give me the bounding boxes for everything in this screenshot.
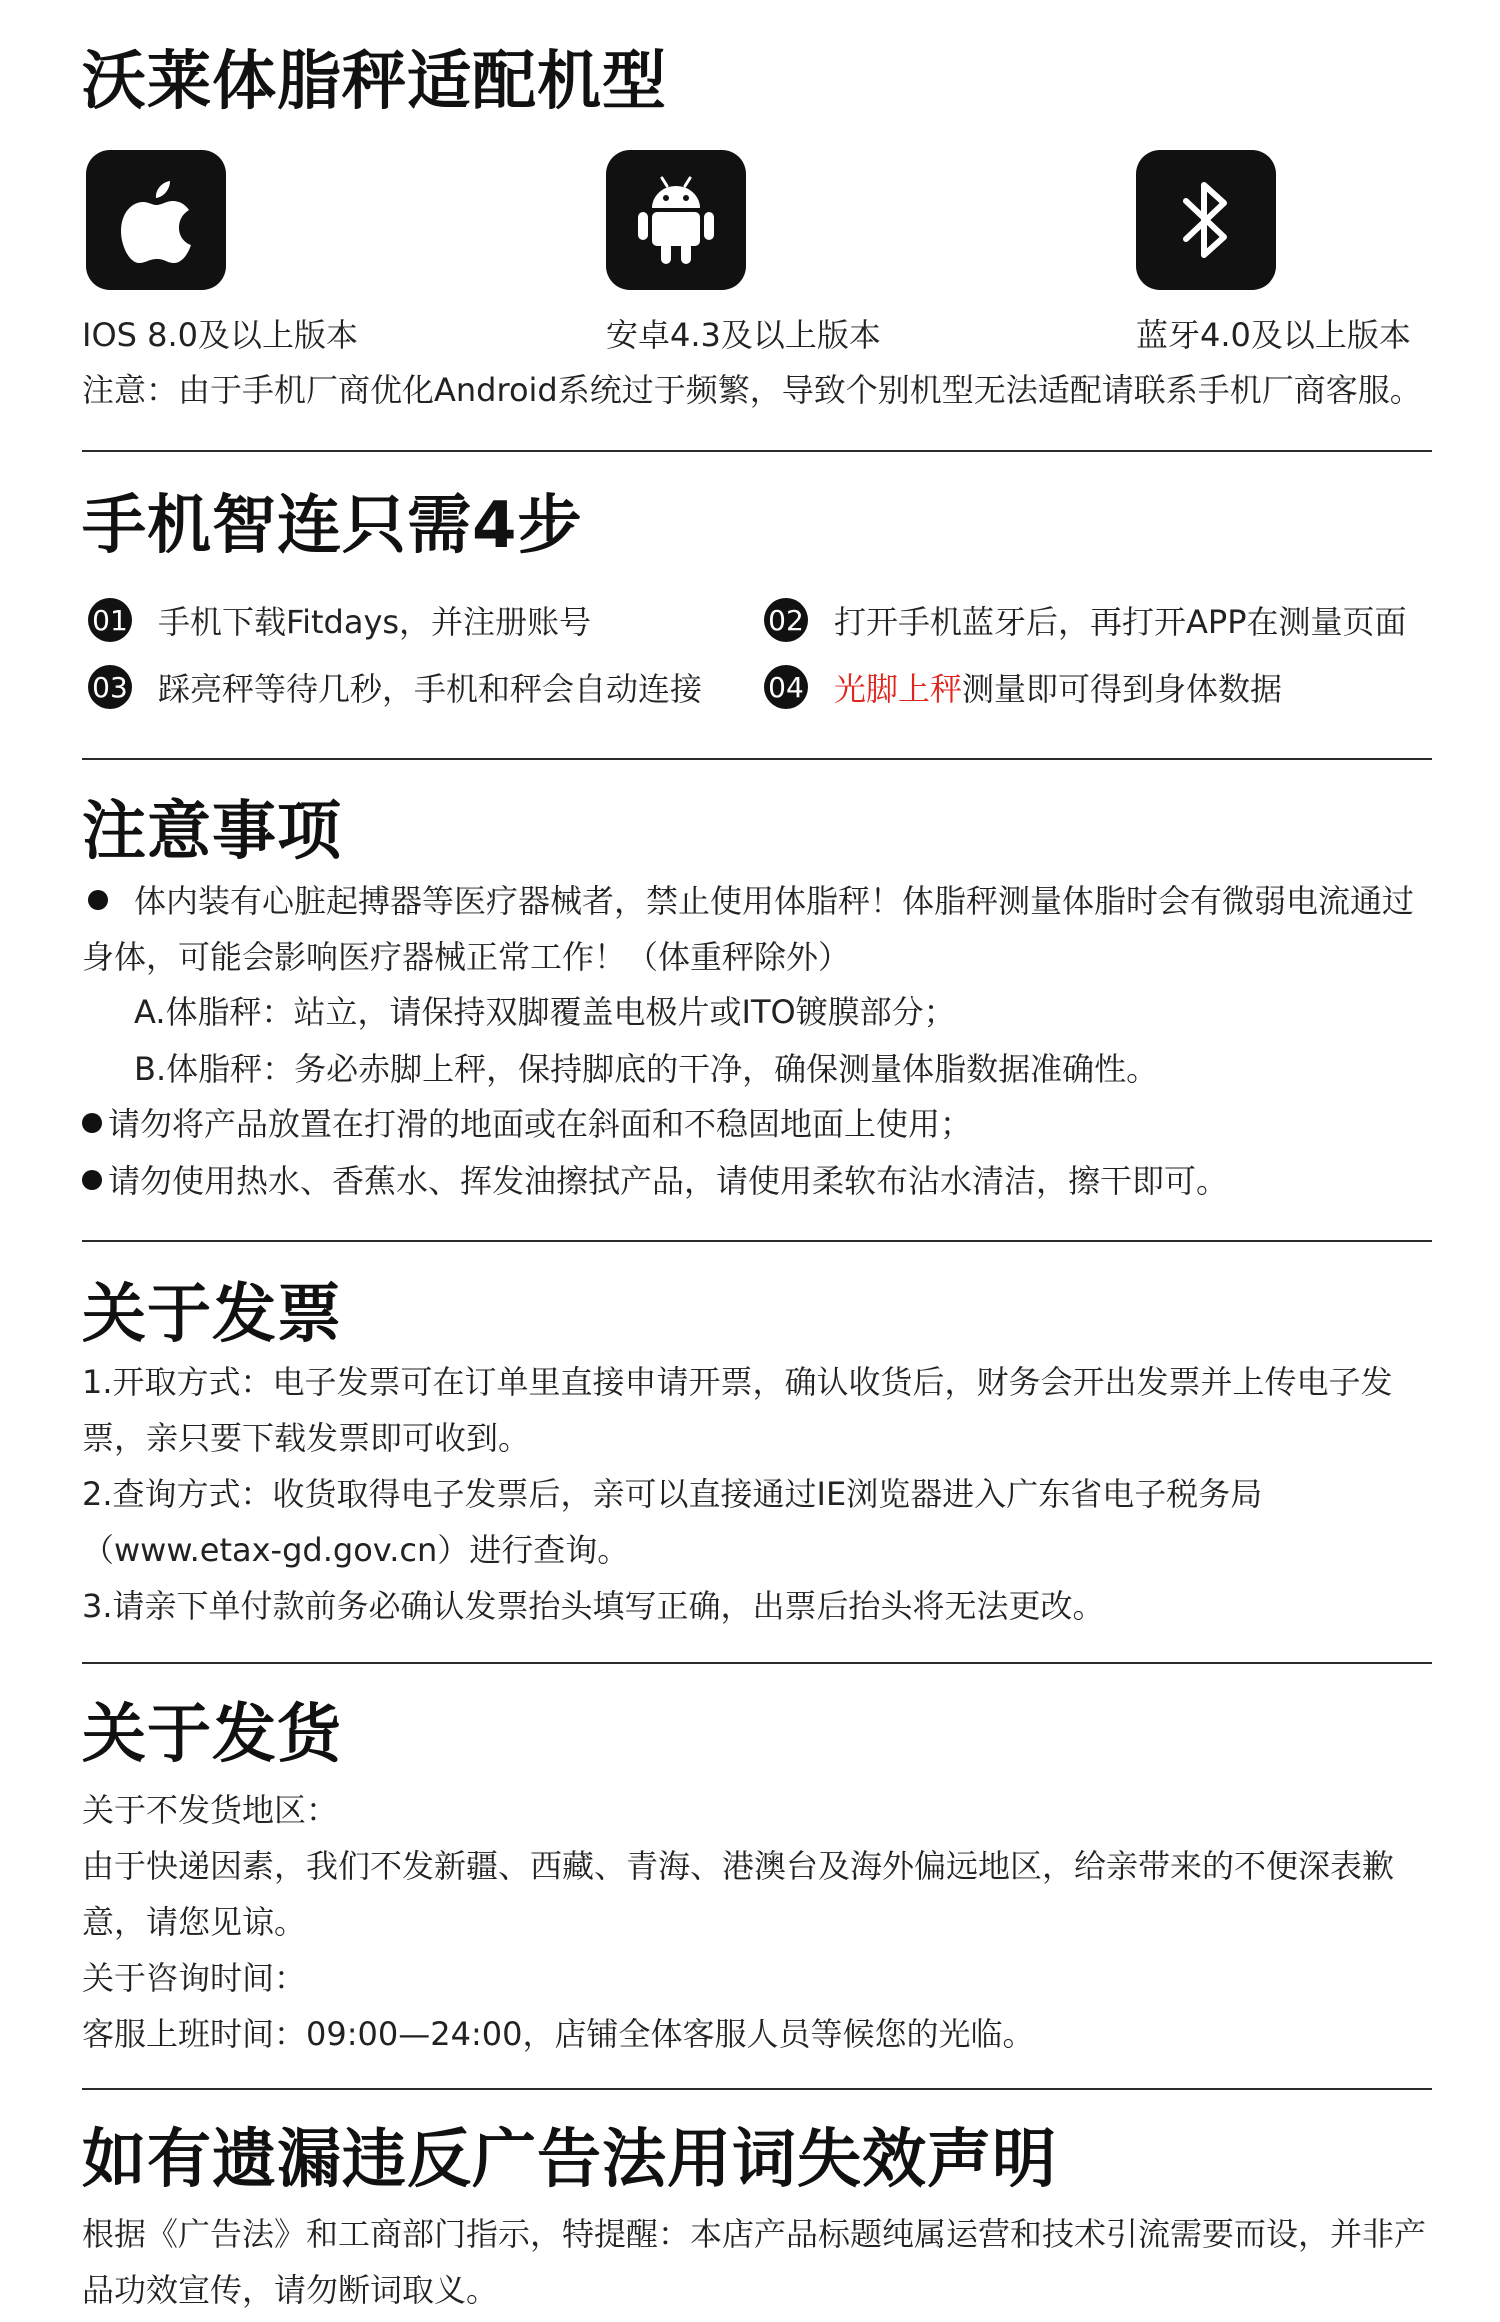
notice-bullet-1 <box>82 873 1442 985</box>
divider <box>82 450 1432 452</box>
divider <box>82 2088 1432 2090</box>
invoice-line-3: 3.请亲下单付款前务必确认发票抬头填写正确，出票后抬头将无法更改。 <box>82 1587 1105 1625</box>
android-icon-tile <box>606 150 746 290</box>
steps-title: 手机智连只需4步 <box>82 489 583 563</box>
notice-bullet-3-text: 请勿使用热水、香蕉水、挥发油擦拭产品，请使用柔软布沾水清洁，擦干即可。 <box>108 1162 1229 1200</box>
step-text: 打开手机蓝牙后，再打开APP在测量页面 <box>834 603 1407 641</box>
invoice-title: 关于发票 <box>82 1278 342 1352</box>
notice-sub-b: B.体脂秤：务必赤脚上秤，保持脚底的干净，确保测量体脂数据准确性。 <box>134 1050 1159 1088</box>
compat-note: 注意：由于手机厂商优化Android系统过于频繁，导致个别机型无法适配请联系手机厂商客服。 <box>82 371 1422 409</box>
shipping-time-text: 客服上班时间：09:00—24:00，店铺全体客服人员等候您的光临。 <box>82 2015 1035 2053</box>
step-highlight-text: 光脚上秤 <box>834 670 963 708</box>
shipping-area-text: 由于快递因素，我们不发新疆、西藏、青海、港澳台及海外偏远地区，给亲带来的不便深表歉意，请您见谅。 <box>82 1847 1395 1941</box>
bullet-dot <box>88 890 108 910</box>
bluetooth-icon <box>1176 175 1236 265</box>
shipping-title: 关于发货 <box>82 1698 342 1772</box>
bullet-dot <box>82 1170 102 1190</box>
disclaimer-text: 根据《广告法》和工商部门指示，特提醒：本店产品标题纯属运营和技术引流需要而设，并非产品功效宣传，请勿断词取义。 <box>82 2215 1427 2309</box>
step-number-badge: 04 <box>764 665 808 709</box>
invoice-line-1: 1.开取方式：电子发票可在订单里直接申请开票，确认收货后，财务会开出发票并上传电子发票，亲只要下载发票即可收到。 <box>82 1363 1393 1457</box>
step-item <box>764 597 1407 643</box>
invoice-line-2: 2.查询方式：收货取得电子发票后，亲可以直接通过IE浏览器进入广东省电子税务局（www.etax-gd.gov.cn）进行查询。 <box>82 1475 1263 1569</box>
step-text: 测量即可得到身体数据 <box>962 670 1283 708</box>
step-item <box>88 597 591 643</box>
step-text: 手机下载Fitdays，并注册账号 <box>158 603 592 641</box>
notice-title: 注意事项 <box>82 795 342 869</box>
step-item <box>764 664 1282 710</box>
step-number-badge: 03 <box>88 665 132 709</box>
bluetooth-icon-tile <box>1136 150 1276 290</box>
notice-sub-a: A.体脂秤：站立，请保持双脚覆盖电极片或ITO镀膜部分； <box>134 993 956 1031</box>
notice-bullet-2-text: 请勿将产品放置在打滑的地面或在斜面和不稳固地面上使用； <box>108 1105 973 1143</box>
disclaimer-title: 如有遗漏违反广告法用词失效声明 <box>82 2123 1057 2197</box>
android-icon <box>634 172 718 268</box>
shipping-time-label: 关于咨询时间： <box>82 1959 307 1997</box>
compat-title: 沃莱体脂秤适配机型 <box>82 45 667 119</box>
shipping-area-label: 关于不发货地区： <box>82 1791 339 1829</box>
step-number-badge: 02 <box>764 598 808 642</box>
ios-version-label: IOS 8.0及以上版本 <box>82 316 359 354</box>
step-text: 踩亮秤等待几秒，手机和秤会自动连接 <box>158 670 703 708</box>
bullet-dot <box>82 1113 102 1133</box>
divider <box>82 1662 1432 1664</box>
divider <box>82 1240 1432 1242</box>
android-version-label: 安卓4.3及以上版本 <box>606 316 881 354</box>
divider <box>82 758 1432 760</box>
notice-bullet-2 <box>82 1105 973 1143</box>
step-item <box>88 664 702 710</box>
apple-icon-tile <box>86 150 226 290</box>
bluetooth-version-label: 蓝牙4.0及以上版本 <box>1136 316 1411 354</box>
apple-icon <box>116 175 196 265</box>
step-number-badge: 01 <box>88 598 132 642</box>
notice-bullet-3 <box>82 1162 1229 1200</box>
notice-bullet-1-text: 体内装有心脏起搏器等医疗器械者，禁止使用体脂秤！体脂秤测量体脂时会有微弱电流通过身体，可能会影响医疗器械正常工作！（体重秤除外） <box>82 882 1415 976</box>
